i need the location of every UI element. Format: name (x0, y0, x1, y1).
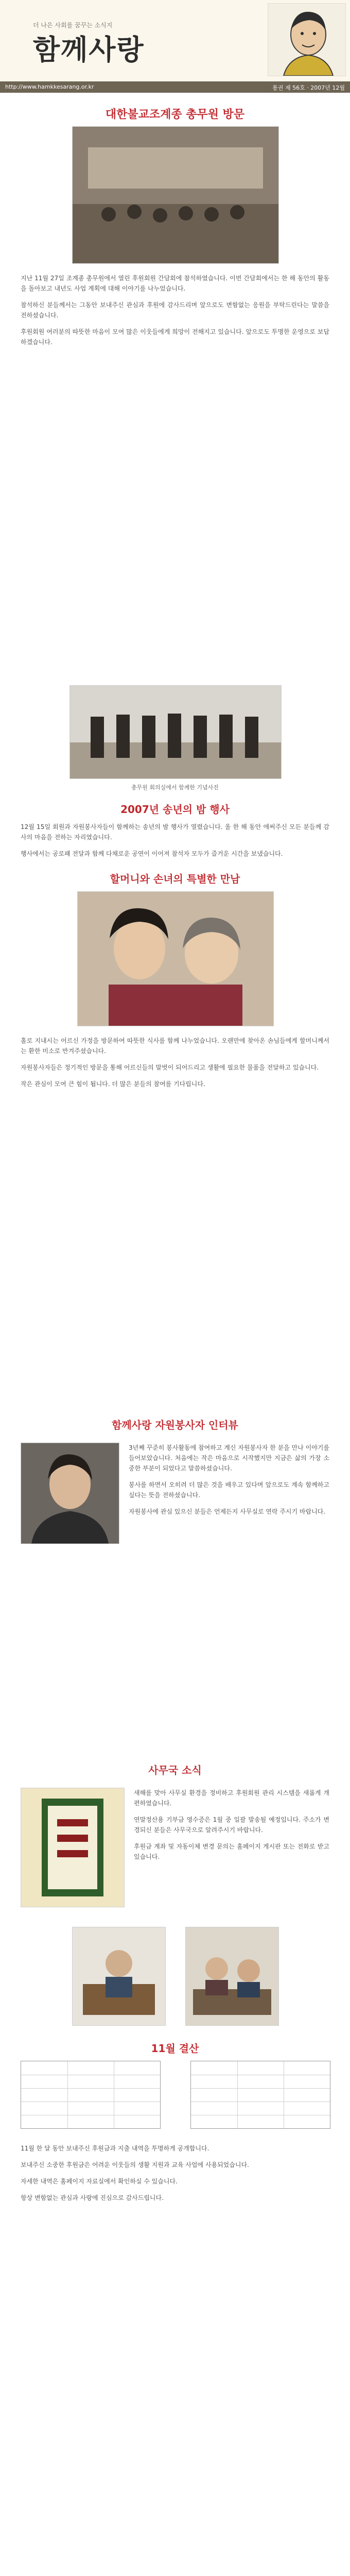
section-title: 함께사랑 자원봉사자 인터뷰 (112, 1419, 238, 1431)
header-tagline: 더 나은 사회를 꿈꾸는 소식지 (33, 22, 113, 29)
paragraph: 지난 11월 27일 조계종 총무원에서 열린 후원회원 간담회에 참석하였습니다. 이번 간담회에서는 한 해 동안의 활동을 돌아보고 내년도 사업 계획에 대해 이야기를 나누었습니다. (21, 275, 329, 292)
newsletter-title: 함께사랑 (33, 33, 145, 66)
section-title: 사무국 소식 (148, 1764, 202, 1776)
paragraph: 새해를 맞아 사무실 환경을 정비하고 후원회원 관리 시스템을 새롭게 개편하였습니다. (134, 1789, 329, 1807)
income-table (21, 2061, 161, 2129)
section-title: 할머니와 손녀의 특별한 만남 (110, 873, 240, 885)
expense-table (190, 2061, 330, 2129)
section-body (21, 822, 329, 865)
paragraph: 자원봉사자들은 정기적인 방문을 통해 어르신들의 말벗이 되어드리고 생활에 필요한 물품을 전달하고 있습니다. (21, 1064, 319, 1071)
paragraph: 홀로 지내시는 어르신 가정을 방문하여 따뜻한 식사를 함께 나누었습니다. 오랜만에 찾아온 손님들에게 할머니께서는 환한 미소로 반겨주셨습니다. (21, 1037, 329, 1055)
group-photo (69, 685, 282, 779)
section-title: 대한불교조계종 총무원 방문 (105, 108, 245, 121)
section-title: 11월 결산 (151, 2042, 199, 2055)
paragraph: 작은 관심이 모여 큰 힘이 됩니다. 더 많은 분들의 참여를 기다립니다. (21, 1080, 205, 1088)
paragraph: 11월 한 달 동안 보내주신 후원금과 지출 내역을 투명하게 공개합니다. (21, 2145, 209, 2152)
visit-photo (77, 891, 274, 1026)
paragraph: 후원금 계좌 및 자동이체 변경 문의는 홈페이지 게시판 또는 전화로 받고 있습니다. (134, 1843, 329, 1860)
paragraph: 자원봉사에 관심 있으신 분들은 언제든지 사무실로 연락 주시기 바랍니다. (129, 1508, 326, 1515)
paragraph: 참석하신 분들께서는 그동안 보내주신 관심과 후원에 감사드리며 앞으로도 변함없는 응원을 부탁드린다는 말씀을 전하셨습니다. (21, 301, 329, 319)
paragraph: 행사에서는 공로패 전달과 함께 다채로운 공연이 이어져 참석자 모두가 즐거운 시간을 보냈습니다. (21, 850, 283, 857)
section-title: 2007년 송년의 밤 행사 (120, 803, 230, 816)
paragraph: 후원회원 여러분의 따뜻한 마음이 모여 많은 이웃들에게 희망이 전해지고 있습니다. 앞으로도 투명한 운영으로 보답하겠습니다. (21, 328, 329, 346)
website-link[interactable]: http://www.hamkkesarang.or.kr (5, 83, 94, 90)
paragraph: 보내주신 소중한 후원금은 어려운 이웃들의 생활 지원과 교육 사업에 사용되었습니다. (21, 2161, 249, 2168)
office-photo-2 (185, 1927, 279, 2026)
meeting-photo (72, 126, 279, 264)
section-body (21, 1036, 329, 1095)
section-body (134, 1788, 329, 1868)
office-sign-photo (21, 1788, 125, 1907)
issue-number: 통권 제 56호 · 2007년 12월 (272, 84, 345, 91)
founder-portrait (268, 3, 346, 76)
paragraph: 자세한 내역은 홈페이지 자료실에서 확인하실 수 있습니다. (21, 2178, 178, 2185)
volunteer-photo (21, 1443, 119, 1544)
newsletter-header (0, 0, 350, 82)
paragraph: 12월 15일 회원과 자원봉사자들이 함께하는 송년의 밤 행사가 열렸습니다. 올 한 해 동안 애써주신 모든 분들께 감사의 마음을 전하는 자리였습니다. (21, 823, 329, 841)
section-body (21, 2143, 329, 2209)
office-photo-1 (72, 1927, 166, 2026)
paragraph: 연말정산용 기부금 영수증은 1월 중 일괄 발송될 예정입니다. 주소가 변경되신 분들은 사무국으로 알려주시기 바랍니다. (134, 1816, 329, 1834)
photo-caption: 총무원 회의실에서 함께한 기념사진 (131, 784, 219, 791)
paragraph: 항상 변함없는 관심과 사랑에 진심으로 감사드립니다. (21, 2194, 164, 2201)
paragraph: 3년째 꾸준히 봉사활동에 참여하고 계신 자원봉사자 한 분을 만나 이야기를 들어보았습니다. 처음에는 작은 마음으로 시작했지만 지금은 삶의 가장 소중한 부분이 되었다고 말씀하셨습니다. (129, 1444, 329, 1472)
header-info-bar (0, 81, 350, 93)
section-body (21, 273, 329, 353)
section-body (129, 1443, 329, 1523)
paragraph: 봉사를 하면서 오히려 더 많은 것을 배우고 있다며 앞으로도 계속 함께하고 싶다는 뜻을 전하셨습니다. (129, 1481, 329, 1499)
